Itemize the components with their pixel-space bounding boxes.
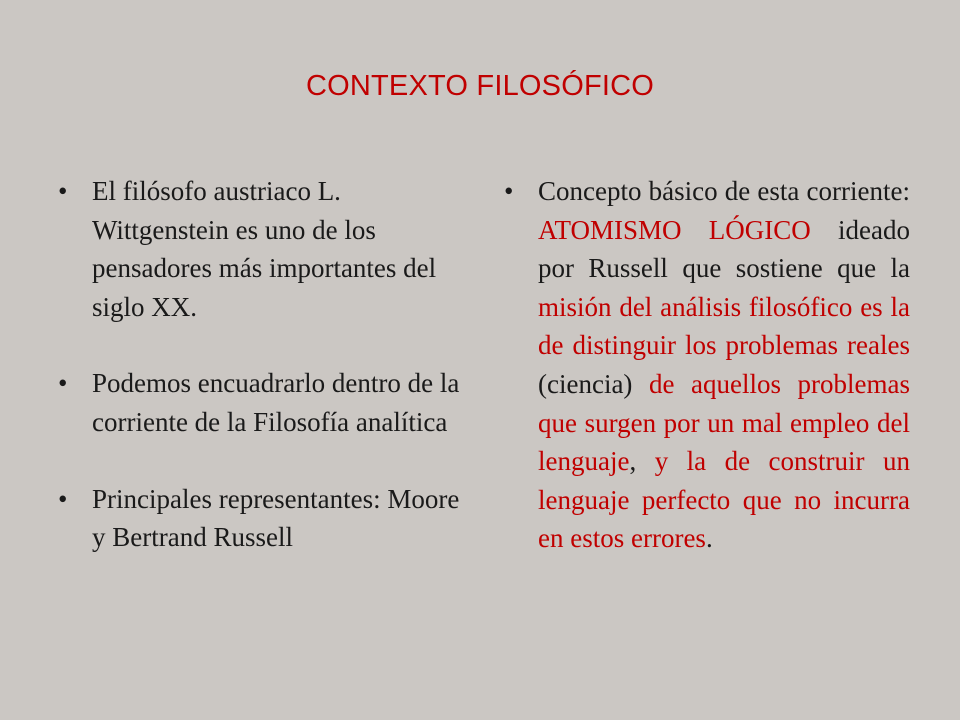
bullet-item-analytic-philosophy [54,364,464,441]
bullet-text: Principales representantes: Moore y Bertrand Russell [92,483,460,553]
bullet-icon: • [58,368,68,399]
text-segment: ideado por Russell que sostiene que la [538,214,910,284]
right-column [500,172,910,558]
bullet-text: Podemos encuadrarlo dentro de la corriente de la Filosofía analítica [92,368,460,437]
highlighted-term: ATOMISMO LÓGICO [538,214,811,245]
bullet-icon: • [504,176,514,206]
bullet-icon: • [58,176,68,206]
bullet-icon: • [58,483,68,514]
slide-title: CONTEXTO FILOSÓFICO [305,70,655,102]
highlighted-text: misión del análisis filosófico es la de distinguir los problemas reales [538,291,910,361]
left-column [54,172,464,557]
bullet-paragraph [538,172,910,558]
bullet-item-wittgenstein [54,172,464,326]
bullet-text: El filósofo austriaco L. Wittgenstein es uno de los pensadores más importantes del siglo XX. [92,176,437,322]
highlighted-text: de aquellos problemas que surgen por un mal empleo del lenguaje [538,368,910,477]
bullet-item-representatives [54,480,464,557]
text-segment: Concepto básico de esta corriente: [538,176,910,206]
text-segment: . [705,523,713,554]
text-segment: (ciencia) [538,368,633,399]
bullet-item-logical-atomism [500,172,910,558]
text-segment: , [629,446,655,477]
highlighted-text: y la de construir un lenguaje perfecto que no incurra en estos errores [538,446,910,554]
